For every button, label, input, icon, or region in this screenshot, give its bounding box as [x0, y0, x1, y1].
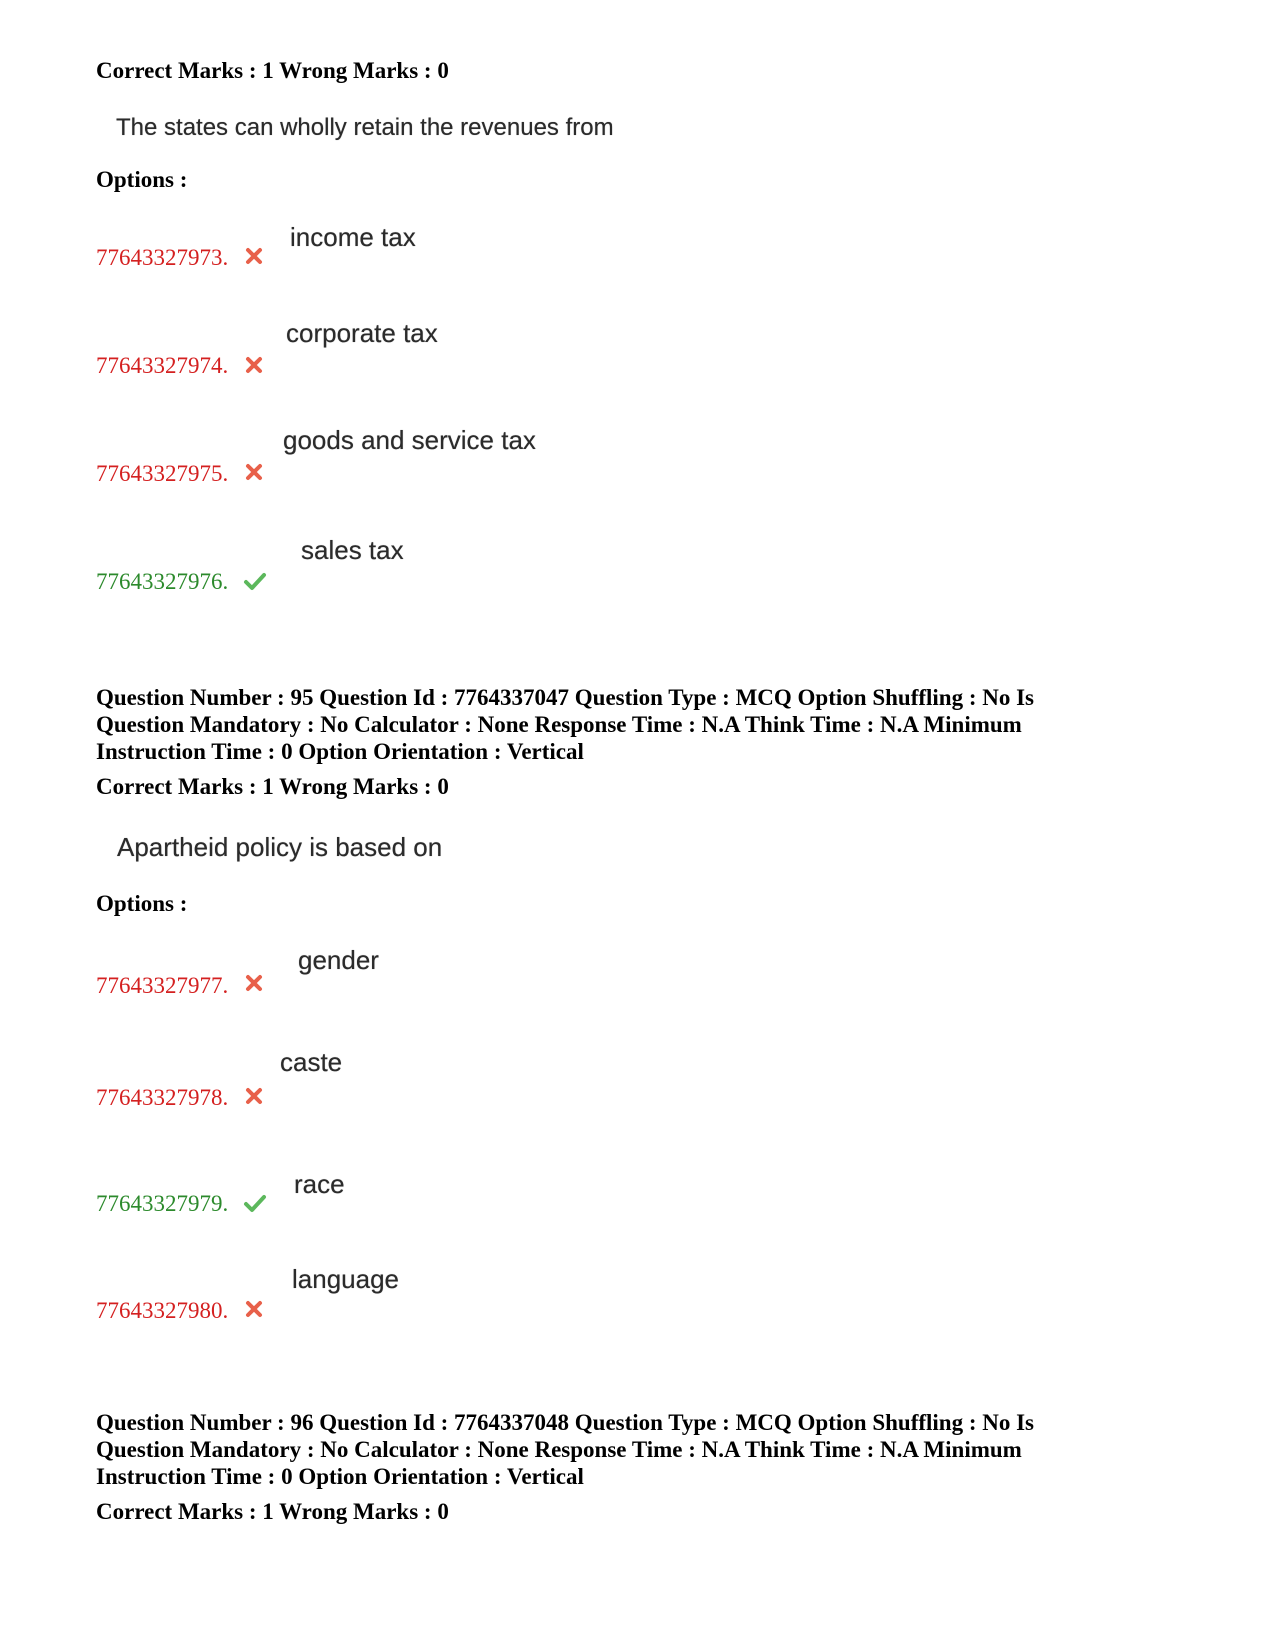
option-text: race [294, 1169, 345, 1199]
option-id: 77643327980. [96, 1298, 229, 1323]
option-id: 77643327976. [96, 569, 229, 594]
option-id: 77643327977. [96, 973, 229, 998]
option-text: income tax [290, 222, 416, 252]
check-icon [243, 571, 267, 591]
options-label: Options : [96, 891, 188, 916]
option-text: language [292, 1264, 399, 1294]
options-label: Options : [96, 167, 188, 192]
cross-icon [244, 973, 264, 993]
marks-line: Correct Marks : 1 Wrong Marks : 0 [96, 58, 449, 83]
marks-line: Correct Marks : 1 Wrong Marks : 0 [96, 774, 449, 799]
cross-icon [244, 1299, 264, 1319]
cross-icon [244, 462, 264, 482]
option-id: 77643327973. [96, 245, 229, 270]
question-meta: Question Number : 96 Question Id : 7764337048 Question Type : MCQ Option Shuffling : No Is Question Mandatory : No Calculator : None Response Time : N.A Think Time : N.A Minimum Instruction Time : 0 Option Orientation : Vertical [96, 1410, 1035, 1489]
option-text: caste [280, 1047, 343, 1077]
check-icon [243, 1193, 267, 1213]
option-text: corporate tax [286, 318, 438, 348]
option-id: 77643327975. [96, 461, 229, 486]
option-text: sales tax [301, 535, 404, 565]
option-id: 77643327978. [96, 1085, 229, 1110]
option-id: 77643327979. [96, 1191, 229, 1216]
cross-icon [244, 355, 264, 375]
cross-icon [244, 246, 264, 266]
cross-icon [244, 1086, 264, 1106]
question-text: Apartheid policy is based on [117, 832, 443, 862]
question-meta: Question Number : 95 Question Id : 7764337047 Question Type : MCQ Option Shuffling : No Is Question Mandatory : No Calculator : None Response Time : N.A Think Time : N.A Minimum Instruction Time : 0 Option Orientation : Vertical [96, 685, 1035, 764]
question-text: The states can wholly retain the revenues from [116, 114, 614, 141]
option-id: 77643327974. [96, 353, 229, 378]
marks-line: Correct Marks : 1 Wrong Marks : 0 [96, 1499, 449, 1524]
option-text: goods and service tax [283, 425, 536, 455]
option-text: gender [298, 945, 379, 975]
